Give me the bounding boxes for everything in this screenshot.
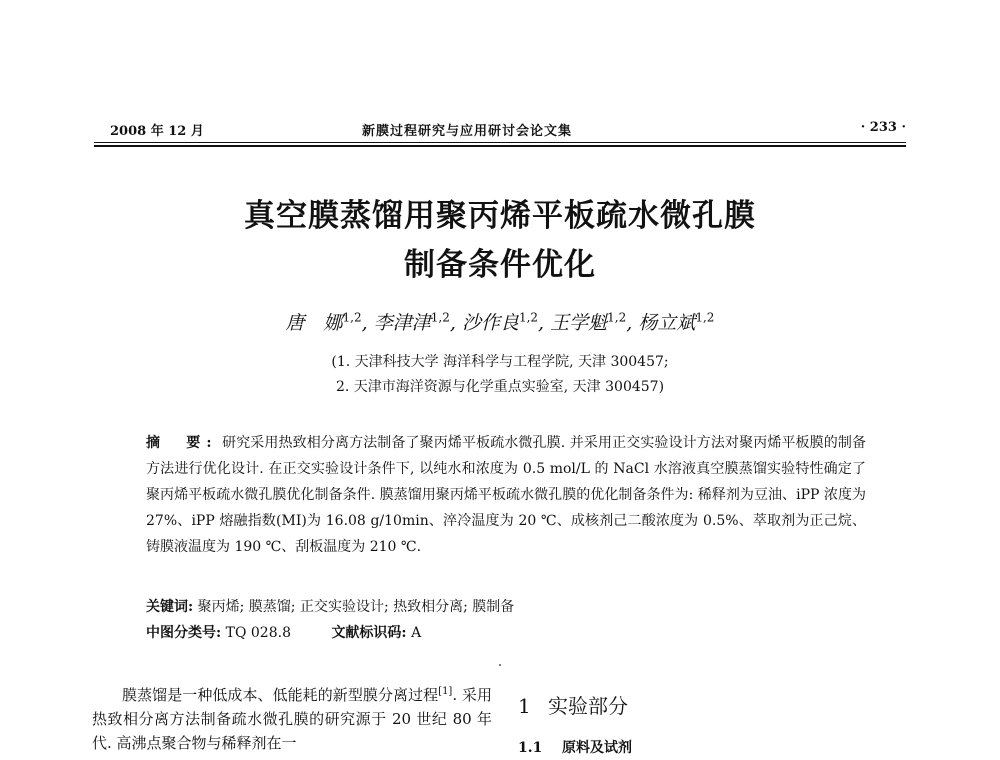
running-header xyxy=(94,120,906,142)
abstract-label: 摘 要: xyxy=(146,435,218,451)
header-rule-thin xyxy=(94,142,906,143)
author-affiliation-mark: 1,2 xyxy=(695,310,715,325)
intro-text-part-2: . 采用热致相分离方法制备疏水微孔膜的研究源于 20 世纪 80 年代. 高沸点聚合物与稀释剂在一 xyxy=(92,686,492,752)
author-name: 王学魁 xyxy=(550,312,608,334)
subsection-title: 原料及试剂 xyxy=(562,740,632,756)
citation-ref: [1] xyxy=(438,686,453,697)
subsection-heading xyxy=(518,737,632,757)
author-affiliation-mark: 1,2 xyxy=(342,310,362,325)
intro-text-part-1: 膜蒸馏是一种低成本、低能耗的新型膜分离过程 xyxy=(122,686,439,704)
classification-line xyxy=(146,622,866,642)
header-rule-thick xyxy=(94,145,906,147)
column-separator-mark xyxy=(499,664,501,666)
header-journal: 新膜过程研究与应用研讨会论文集 xyxy=(362,124,573,139)
keywords-label: 关键词: xyxy=(146,599,194,615)
paper-title-line-2: 制备条件优化 xyxy=(404,247,596,283)
section-number: 1 xyxy=(518,694,531,718)
abstract xyxy=(146,430,866,560)
author-name: 唐 娜 xyxy=(285,312,343,334)
paper-title-line-1: 真空膜蒸馏用聚丙烯平板疏水微孔膜 xyxy=(244,198,756,234)
author-name: 沙作良 xyxy=(461,312,519,334)
author-name: 李津津 xyxy=(373,312,431,334)
body-left-column xyxy=(92,680,492,755)
author-name: 杨立斌 xyxy=(638,312,696,334)
keywords-text: 聚丙烯; 膜蒸馏; 正交实验设计; 热致相分离; 膜制备 xyxy=(197,599,515,615)
section-title: 实验部分 xyxy=(548,694,628,718)
affiliation-1: (1. 天津科技大学 海洋科学与工程学院, 天津 300457; xyxy=(331,354,669,370)
clc-label: 中图分类号: xyxy=(146,625,222,641)
author-affiliation-mark: 1,2 xyxy=(607,310,627,325)
affiliation-2: 2. 天津市海洋资源与化学重点实验室, 天津 300457) xyxy=(335,379,665,395)
subsection-number: 1.1 xyxy=(518,740,543,756)
author-affiliation-mark: 1,2 xyxy=(430,310,450,325)
header-date: 2008 年 12 月 xyxy=(110,124,204,139)
header-page-number: · 233 · xyxy=(860,120,906,135)
author-list: 唐 娜$^{1,2}$, 李津津$^{1,2}$, 沙作良$^{1,2}$, 王学魁$^{1,2}$, 杨立斌$^{1,2}$ xyxy=(285,310,715,334)
clc-value: TQ 028.8 xyxy=(225,625,291,641)
document-code-value: A xyxy=(411,625,422,641)
author-affiliation-mark: 1,2 xyxy=(518,310,539,325)
keywords-line xyxy=(146,596,866,616)
abstract-text: 研究采用热致相分离方法制备了聚丙烯平板疏水微孔膜. 并采用正交实验设计方法对聚丙烯平板膜的制备方法进行优化设计. 在正交实验设计条件下, 以纯水和浓度为 0.5 mol/L 的 NaCl 水溶液真空膜蒸馏实验特性确定了聚丙烯平板疏水微孔膜优化制备条件. 膜蒸馏用聚丙烯平板疏水微孔膜的优化制备条件为: 稀释剂为豆油、iPP 浓度为 27%、iPP 熔融指数(MI)为 16.08 g/10min、淬冷温度为 20 ℃、成核剂己二酸浓度为 0.5%、萃取剂为正己烷、铸膜液温度为 190 ℃、刮板温度为 210 ℃. xyxy=(146,435,866,555)
section-heading xyxy=(518,690,628,719)
document-code-label: 文献标识码: xyxy=(331,625,407,641)
